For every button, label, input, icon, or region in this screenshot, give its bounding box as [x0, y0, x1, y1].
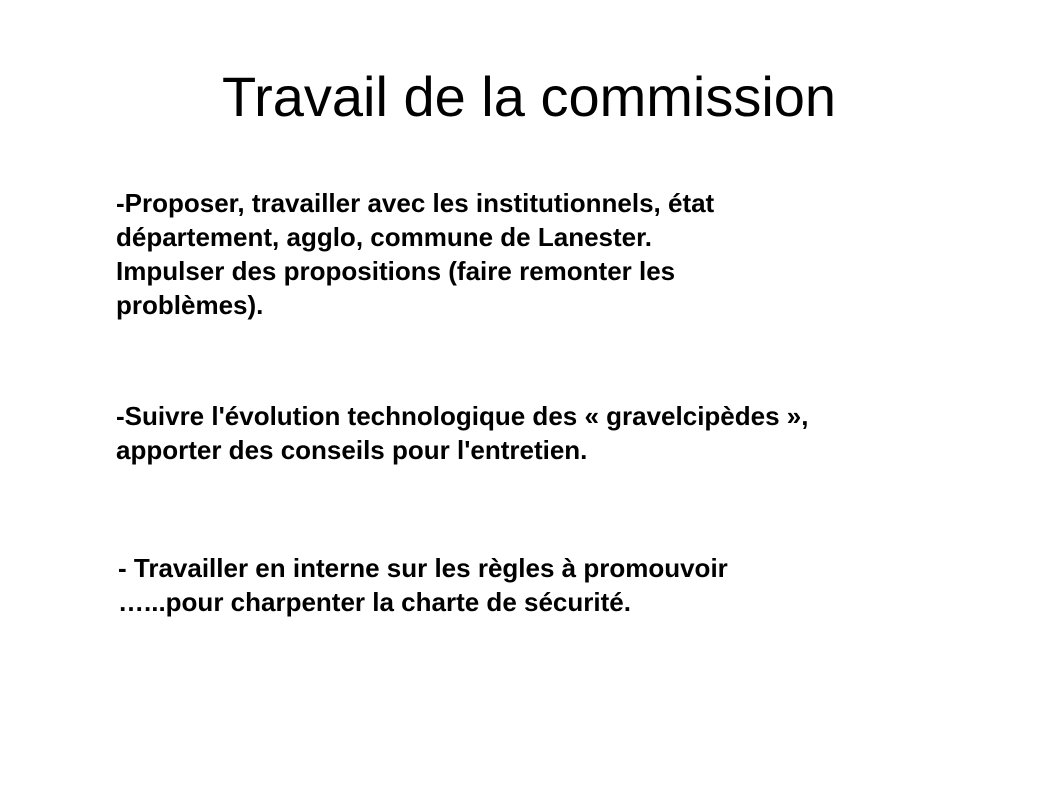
paragraph-suivre: [116, 399, 808, 467]
paragraph-line: département, agglo, commune de Lanester.: [116, 222, 653, 252]
paragraph-proposer: [116, 186, 714, 322]
paragraph-line: - Travailler en interne sur les règles à promouvoir: [118, 553, 728, 583]
paragraph-travailler: [118, 551, 728, 619]
paragraph-line: problèmes).: [116, 290, 264, 320]
paragraph-line: Impulser des propositions (faire remonter les: [116, 256, 676, 286]
paragraph-line: -Suivre l'évolution technologique des « gravelcipèdes »,: [116, 401, 809, 431]
paragraph-line: -Proposer, travailler avec les institutionnels, état: [116, 188, 715, 218]
paragraph-line: …...pour charpenter la charte de sécurité.: [118, 587, 631, 617]
paragraph-line: apporter des conseils pour l'entretien.: [116, 435, 588, 465]
slide-title: Travail de la commission: [221, 65, 837, 128]
